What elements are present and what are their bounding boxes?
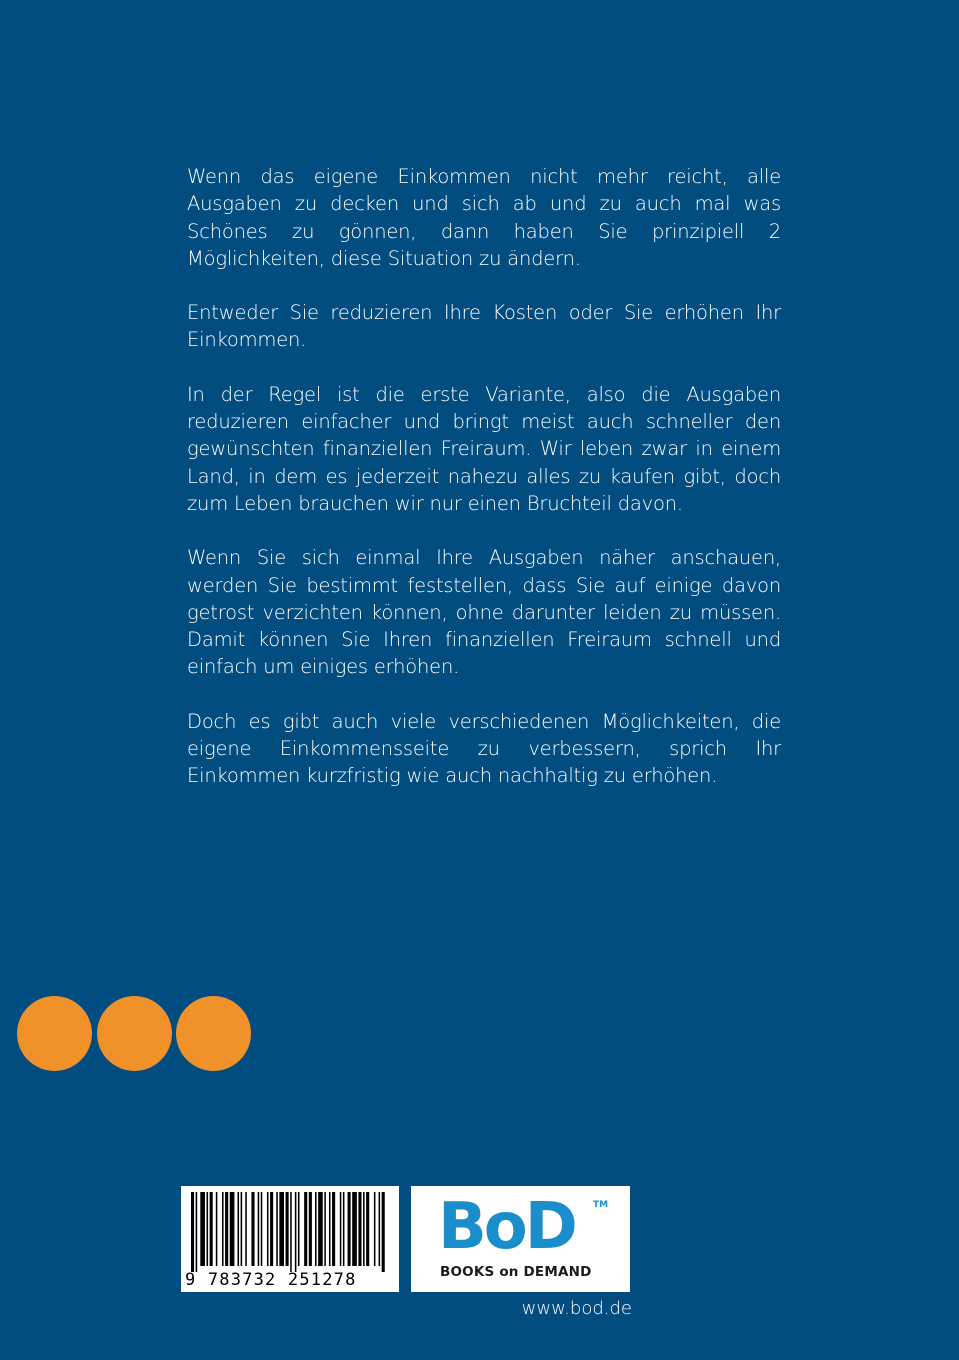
barcode-bar: [258, 1192, 260, 1266]
orange-dot: [176, 996, 251, 1071]
barcode-bar: [290, 1192, 292, 1272]
blurb-paragraph-4: Wenn Sie sich einmal Ihre Ausgaben näher anschauen, werden Sie bestimmt feststellen, dass Sie auf einige davon getrost verzichten können, ohne darunter leiden zu müssen. Damit können Sie Ihren finanziellen Freiraum schnell und einfach um einiges erhöhen.: [187, 546, 781, 679]
barcode-bars: [181, 1186, 399, 1272]
barcode-bar: [295, 1192, 297, 1272]
blurb-paragraph-5: Doch es gibt auch viele verschiedenen Möglichkeiten, die eigene Einkommensseite zu verbessern, sprich Ihr Einkommen kurzfristig wie auch nachhaltig zu erhöhen.: [187, 709, 781, 788]
barcode-bar: [318, 1192, 323, 1266]
barcode-bar: [348, 1192, 351, 1266]
barcode-bar: [379, 1192, 381, 1266]
trademark-mark: TM: [593, 1200, 609, 1210]
barcode-bar: [332, 1192, 335, 1266]
barcode-bar: [352, 1192, 357, 1266]
barcode-bar: [374, 1192, 376, 1266]
barcode-bar: [216, 1192, 218, 1266]
barcode-bar: [200, 1192, 205, 1266]
barcode-bar: [382, 1192, 385, 1272]
orange-dot: [17, 996, 92, 1071]
barcode-bar: [222, 1192, 224, 1266]
barcode-bar: [363, 1192, 365, 1266]
blurb-text: [187, 163, 781, 817]
barcode-bar: [241, 1192, 243, 1266]
barcode-bar: [251, 1192, 254, 1266]
barcode-bar: [230, 1192, 235, 1266]
barcode-bar: [207, 1192, 209, 1266]
orange-dot: [97, 996, 172, 1071]
barcode-bar: [196, 1192, 198, 1272]
barcode-bar: [225, 1192, 228, 1266]
barcode-bar: [358, 1192, 361, 1266]
barcode-bar: [304, 1192, 307, 1266]
barcode-bar: [279, 1192, 284, 1266]
publisher-tagline: BOOKS on DEMAND: [440, 1264, 592, 1280]
barcode-bar: [270, 1192, 273, 1266]
barcode-bar: [324, 1192, 326, 1266]
barcode-bar: [238, 1192, 240, 1266]
blurb-paragraph-2: Entweder Sie reduzieren Ihre Kosten oder Sie erhöhen Ihr Einkommen.: [187, 301, 781, 352]
blurb-paragraph-3: In der Regel ist die erste Variante, also die Ausgaben reduzieren einfacher und bringt meist auch schneller den gewünschten finanziellen Freiraum. Wir leben zwar in einem Land, in dem es jederzeit nahezu alles zu kaufen gibt, doch zum Leben brauchen wir nur einen Bruchteil davon.: [187, 382, 781, 515]
barcode-bar: [343, 1192, 345, 1266]
blurb-paragraph-1: Wenn das eigene Einkommen nicht mehr reicht, alle Ausgaben zu decken und sich ab und zu auch mal was Schönes zu gönnen, dann haben Sie prinzipiell 2 Möglichkeiten, diese Situation zu ändern.: [187, 165, 781, 270]
barcode-bar: [210, 1192, 213, 1266]
barcode-bar: [276, 1192, 278, 1266]
barcode-bar: [366, 1192, 369, 1266]
publisher-website: www.bod.de: [521, 1298, 632, 1319]
barcode-bar: [245, 1192, 247, 1266]
barcode-bar: [267, 1192, 269, 1266]
barcode-bar: [191, 1192, 194, 1272]
isbn-barcode: [181, 1186, 399, 1292]
barcode-bar: [309, 1192, 312, 1266]
barcode-bar: [298, 1192, 300, 1266]
barcode-bar: [315, 1192, 317, 1266]
barcode-bar: [261, 1192, 263, 1266]
isbn-number: 9 783732 251278: [185, 1270, 357, 1290]
barcode-bar: [329, 1192, 331, 1266]
barcode-bar: [286, 1192, 289, 1266]
barcode-bar: [340, 1192, 342, 1266]
bod-logo-text: BoD: [438, 1190, 575, 1264]
decorative-dots: [17, 996, 257, 1072]
publisher-logo: [411, 1186, 630, 1292]
